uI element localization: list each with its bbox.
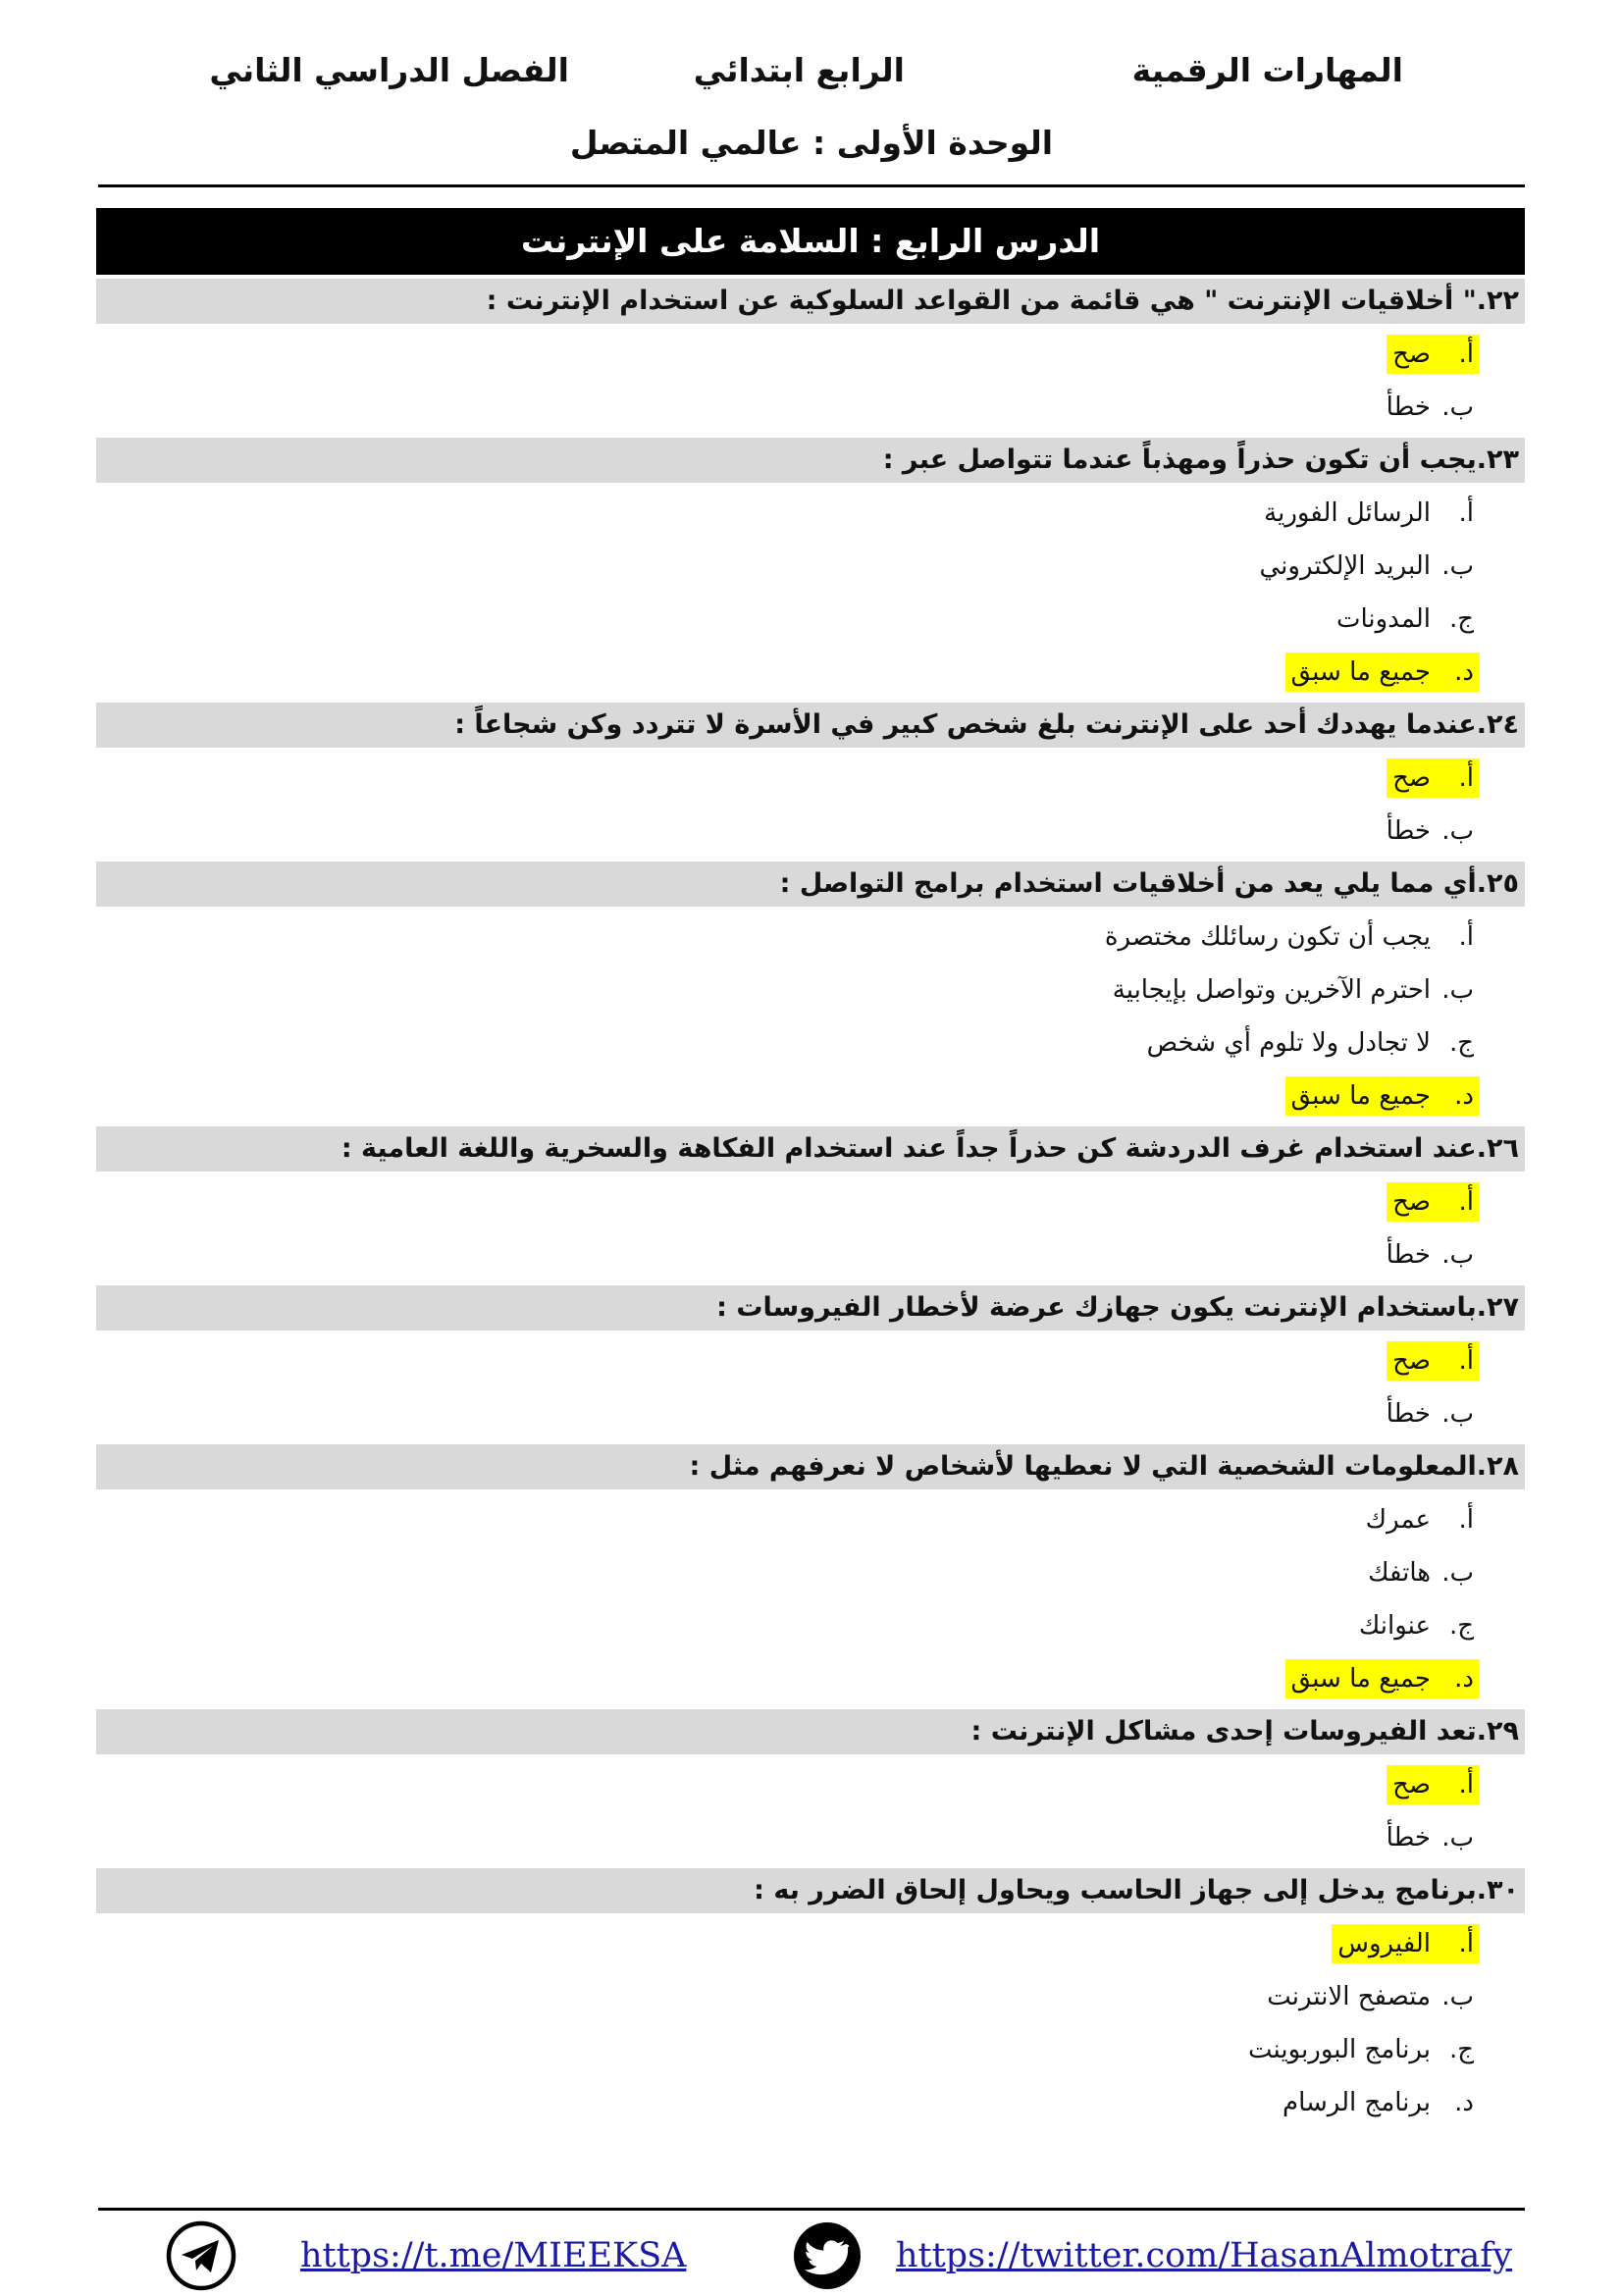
answer-option <box>96 805 1525 858</box>
option-letter: د. <box>1454 1664 1474 1694</box>
answer-option <box>96 1917 1525 1970</box>
answer-option <box>96 964 1525 1017</box>
question-number: ٢٥. <box>1476 868 1519 899</box>
option-letter: ب. <box>1441 1823 1474 1852</box>
answer-wrap <box>1381 1818 1480 1857</box>
question-bar <box>96 438 1525 483</box>
answer-wrap <box>1381 1394 1480 1434</box>
option-letter: ج. <box>1448 1611 1474 1641</box>
answer-option <box>96 646 1525 699</box>
question-bar <box>96 1444 1525 1489</box>
option-letter: أ. <box>1458 763 1474 793</box>
answer-option <box>96 1334 1525 1387</box>
option-text: صح <box>1392 339 1431 369</box>
question-block <box>96 1444 1525 1709</box>
question-text: " أخلاقيات الإنترنت " هي قائمة من القواعد السلوكية عن استخدام الإنترنت : <box>486 286 1477 316</box>
option-letter: أ. <box>1458 1346 1474 1376</box>
grade-title: الرابع ابتدائي <box>693 51 905 89</box>
option-text: هاتفك <box>1368 1558 1431 1588</box>
answer-option <box>96 1175 1525 1228</box>
question-bar <box>96 1709 1525 1754</box>
question-number: ٢٢. <box>1476 286 1519 316</box>
correct-answer-highlight <box>1387 1765 1480 1804</box>
answer-wrap <box>1261 1977 1480 2016</box>
answer-option <box>96 1758 1525 1811</box>
option-letter: ب. <box>1441 551 1474 581</box>
option-letter: أ. <box>1458 1929 1474 1958</box>
answer-option <box>96 1811 1525 1864</box>
option-text: المدونات <box>1335 604 1431 634</box>
footer-divider <box>98 2208 1525 2211</box>
option-text: خطأ <box>1386 1240 1431 1270</box>
question-block <box>96 1709 1525 1868</box>
telegram-link[interactable]: https://t.me/MIEEKSA <box>300 2236 687 2275</box>
answer-wrap <box>1331 600 1480 639</box>
question-bar <box>96 279 1525 324</box>
unit-title: الوحدة الأولى : عالمي المتصل <box>569 124 1054 162</box>
option-list <box>96 324 1525 438</box>
answer-wrap <box>1353 1606 1480 1645</box>
option-letter: ج. <box>1448 604 1474 634</box>
page-header <box>147 43 1423 98</box>
correct-answer-highlight <box>1285 652 1480 692</box>
question-bar <box>96 861 1525 907</box>
lesson-title: الدرس الرابع : السلامة على الإنترنت <box>96 208 1525 275</box>
answer-wrap <box>1099 917 1480 957</box>
correct-answer-highlight <box>1387 1341 1480 1381</box>
question-number: ٢٧. <box>1476 1292 1519 1323</box>
answer-option <box>96 1387 1525 1440</box>
option-text: احترم الآخرين وتواصل بإيجابية <box>1112 975 1431 1005</box>
option-text: برنامج البوربوينت <box>1248 2035 1431 2064</box>
question-number: ٢٨. <box>1476 1451 1519 1482</box>
option-letter: ج. <box>1448 1028 1474 1058</box>
question-text: المعلومات الشخصية التي لا نعطيها لأشخاص لا نعرفهم مثل : <box>689 1451 1477 1482</box>
answer-option <box>96 1493 1525 1546</box>
option-letter: د. <box>1454 657 1474 687</box>
answer-option <box>96 1652 1525 1705</box>
correct-answer-highlight <box>1285 1076 1480 1116</box>
question-number: ٢٤. <box>1476 709 1519 740</box>
question-text: عند استخدام غرف الدردشة كن حذراً جداً عند استخدام الفكاهة والسخرية واللغة العامية : <box>340 1133 1477 1164</box>
question-bar <box>96 1285 1525 1331</box>
option-letter: ب. <box>1441 1240 1474 1270</box>
question-text: أي مما يلي يعد من أخلاقيات استخدام برامج التواصل : <box>779 868 1477 899</box>
option-letter: ج. <box>1448 2035 1474 2064</box>
option-letter: أ. <box>1458 1770 1474 1800</box>
answer-wrap <box>1258 494 1480 533</box>
answer-wrap <box>1107 970 1480 1010</box>
telegram-icon[interactable] <box>165 2219 237 2292</box>
answer-option <box>96 1599 1525 1652</box>
answer-option <box>96 1546 1525 1599</box>
answer-option <box>96 2023 1525 2076</box>
answer-wrap <box>1381 1235 1480 1275</box>
option-letter: ب. <box>1441 975 1474 1005</box>
question-number: ٢٦. <box>1476 1133 1519 1164</box>
option-letter: أ. <box>1458 498 1474 528</box>
option-letter: أ. <box>1458 1505 1474 1535</box>
option-list <box>96 907 1525 1126</box>
answer-option <box>96 1228 1525 1281</box>
question-bar <box>96 1126 1525 1172</box>
answer-option <box>96 593 1525 646</box>
twitter-icon[interactable] <box>791 2219 864 2292</box>
question-text: تعد الفيروسات إحدى مشاكل الإنترنت : <box>970 1716 1477 1747</box>
answer-option <box>96 1970 1525 2023</box>
answer-wrap <box>1360 1500 1480 1539</box>
option-text: صح <box>1392 1187 1431 1217</box>
option-letter: ب. <box>1441 1982 1474 2011</box>
question-bar <box>96 1868 1525 1913</box>
option-text: صح <box>1392 1346 1431 1376</box>
correct-answer-highlight <box>1332 1924 1480 1963</box>
question-text: باستخدام الإنترنت يكون جهازك عرضة لأخطار الفيروسات : <box>716 1292 1477 1323</box>
option-letter: ب. <box>1441 816 1474 846</box>
subject-title: المهارات الرقمية <box>1131 51 1403 89</box>
question-block <box>96 1126 1525 1285</box>
option-letter: ب. <box>1441 1558 1474 1588</box>
question-text: يجب أن تكون حذراً ومهذباً عندما تتواصل عبر : <box>882 444 1477 475</box>
question-number: ٢٣. <box>1476 444 1519 475</box>
option-text: جميع ما سبق <box>1290 1081 1431 1111</box>
option-text: الفيروس <box>1337 1929 1431 1958</box>
answer-option <box>96 1070 1525 1122</box>
option-text: صح <box>1392 763 1431 793</box>
correct-answer-highlight <box>1285 1659 1480 1698</box>
question-block <box>96 1868 1525 2133</box>
option-letter: ب. <box>1441 392 1474 422</box>
answer-option <box>96 911 1525 964</box>
answer-option <box>96 2076 1525 2129</box>
answer-wrap <box>1277 2083 1480 2122</box>
option-letter: أ. <box>1458 1187 1474 1217</box>
option-text: جميع ما سبق <box>1290 657 1431 687</box>
answer-option <box>96 487 1525 540</box>
answer-wrap <box>1141 1023 1480 1063</box>
question-text: برنامج يدخل إلى جهاز الحاسب ويحاول إلحاق الضرر به : <box>754 1875 1477 1905</box>
correct-answer-highlight <box>1387 1182 1480 1222</box>
question-block <box>96 703 1525 861</box>
answer-wrap <box>1381 388 1480 427</box>
answer-option <box>96 328 1525 381</box>
correct-answer-highlight <box>1387 758 1480 798</box>
option-text: جميع ما سبق <box>1290 1664 1431 1694</box>
option-list <box>96 1172 1525 1285</box>
option-text: عمرك <box>1365 1505 1431 1535</box>
option-list <box>96 1489 1525 1709</box>
question-block <box>96 861 1525 1126</box>
option-text: البريد الإلكتروني <box>1259 551 1431 581</box>
option-text: يجب أن تكون رسائلك مختصرة <box>1104 922 1431 952</box>
question-block <box>96 438 1525 703</box>
option-text: متصفح الانترنت <box>1267 1982 1431 2011</box>
answer-option <box>96 1017 1525 1070</box>
question-list <box>96 279 1525 2133</box>
option-text: عنوانك <box>1358 1611 1431 1641</box>
option-text: خطأ <box>1386 1823 1431 1852</box>
answer-wrap <box>1242 2030 1480 2069</box>
answer-wrap <box>1254 547 1480 586</box>
option-list <box>96 1331 1525 1444</box>
answer-wrap <box>1381 811 1480 851</box>
option-list <box>96 1754 1525 1868</box>
question-number: ٣٠. <box>1476 1875 1519 1905</box>
option-text: الرسائل الفورية <box>1264 498 1431 528</box>
option-text: صح <box>1392 1770 1431 1800</box>
header-divider <box>98 184 1525 187</box>
option-list <box>96 748 1525 861</box>
answer-wrap <box>1362 1553 1480 1592</box>
question-block <box>96 279 1525 438</box>
option-text: لا تجادل ولا تلوم أي شخص <box>1146 1028 1431 1058</box>
option-text: خطأ <box>1386 1399 1431 1429</box>
option-text: خطأ <box>1386 816 1431 846</box>
question-block <box>96 1285 1525 1444</box>
option-letter: أ. <box>1458 922 1474 952</box>
answer-option <box>96 381 1525 434</box>
option-letter: ب. <box>1441 1399 1474 1429</box>
option-text: خطأ <box>1386 392 1431 422</box>
answer-option <box>96 540 1525 593</box>
question-bar <box>96 703 1525 748</box>
option-letter: د. <box>1454 2088 1474 2117</box>
option-text: برنامج الرسام <box>1282 2088 1431 2117</box>
question-number: ٢٩. <box>1476 1716 1519 1747</box>
option-list <box>96 1913 1525 2133</box>
question-text: عندما يهددك أحد على الإنترنت بلغ شخص كبير في الأسرة لا تتردد وكن شجاعاً : <box>454 709 1477 740</box>
option-letter: أ. <box>1458 339 1474 369</box>
semester-title: الفصل الدراسي الثاني <box>209 51 569 89</box>
option-list <box>96 483 1525 703</box>
answer-option <box>96 752 1525 805</box>
twitter-link[interactable]: https://twitter.com/HasanAlmotrafy <box>896 2236 1513 2275</box>
correct-answer-highlight <box>1387 335 1480 374</box>
option-letter: د. <box>1454 1081 1474 1111</box>
